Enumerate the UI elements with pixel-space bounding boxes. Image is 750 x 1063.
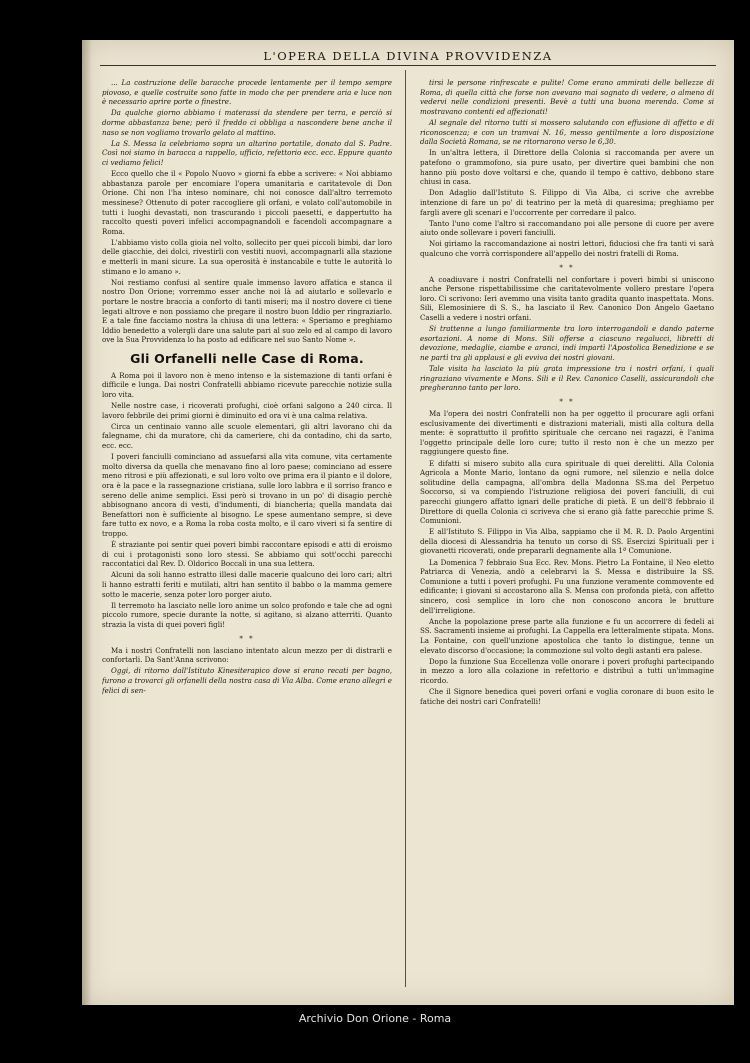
paragraph: Dopo la funzione Sua Eccellenza volle onorare i poveri profughi partecipando in mezzo a loro alla colazione in refettorio e distribuì a tutti un'immagine ricordo. [420,656,714,685]
intro-paragraphs [102,78,392,345]
paragraph: E all'Istituto S. Filippo in Via Alba, sappiamo che il M. R. D. Paolo Argentini della diocesi di Alessandria ha tenuto un corso di SS. Esercizi Spirituali per i giovanetti ricoverati, onde prepararli degnamente alla 1ª Comunione. [420,527,714,556]
paragraph: tirsi le persone rinfrescate e pulite! Come erano ammirati delle bellezze di Roma, di quella città che forse non avevano mai sognato di vedere, o almeno di vedervi nelle condizioni presenti. Bevè a tutti una buona merenda. Come si mostravano contenti ed affezionati! [420,78,714,116]
paragraph: I poveri fanciulli cominciano ad assuefarsi alla vita comune, vita certamente molto diversa da quella che menavano fino al loro paese; cominciano ad essere meno ritrosi e più affezionati, e sul loro volto ove prima era il pianto e il dolore, ora è la pace e la rassegnazione cristiana, sulle loro labbra e il sorriso franco e sereno delle anime semplici. Essi però si trovano in un po' di disagio perchè abbisognano ancora di vesti, d'indumenti, di biancheria; quella mandata dai Benefattori non è sufficiente al bisogno. Le spese aumentano sempre, si deve fare tutto ex novo, e a Roma la roba costa molto, e il caro viveri si fa sentire di troppo. [102,452,392,538]
paragraph: Tale visita ha lasciato la più grata impressione tra i nostri orfani, i quali ringraziano vivamente e Mons. Sili e il Rev. Canonico Caselli, assicurandoli che pregheranno tanto per loro. [420,364,714,393]
paragraph: Anche la popolazione prese parte alla funzione e fu un accorrere di fedeli ai SS. Sacramenti insieme ai profughi. La Cappella era letteralmente stipata. Mons. La Fontaine, con quell'unzione apostolica che tanto lo distingue, tenne un elevato discorso d'occasione; la commozione sul volto degli astanti era palese. [420,616,714,655]
paragraph: Si trattenne a lungo familiarmente tra loro interrogandoli e dando paterne esortazioni. A nome di Mons. Sili offerse a ciascuno regalucci, libretti di devozione, medaglie, ciambe e aranci, indi impartì l'Apostolica Benedizione e se ne partì tra gli applausi e gli evviva dei nostri giovani. [420,324,714,362]
paragraph: L'abbiamo visto colla gioia nel volto, sollecito per quei piccoli bimbi, dar loro delle giacchie, dei dolci, rivestirli con vestiti nuovi, accompagnarli alla stazione e metterli in mani sicure. La sua operosità è instancabile e tutte le autorità lo stimano e lo amano ». [102,237,392,276]
section-title: Gli Orfanelli nelle Case di Roma. [130,351,364,366]
paragraph: È straziante poi sentir quei poveri bimbi raccontare episodi e atti di eroismo di cui i protagonisti sono loro stessi. Se abbiamo qui sott'occhi parecchi raccontatici dal Rev. D. Oldorico Boccali in una sua lettera. [102,540,392,569]
paragraph: Circa un centinaio vanno alle scuole elementari, gli altri lavorano chi da falegname, chi da muratore, chi da cameriere, chi da contadino, chi da sarto, ecc. ecc. [102,421,392,450]
page-header: L'OPERA DELLA DIVINA PROVVIDENZA [100,48,716,66]
archive-caption: Archivio Don Orione - Roma [298,1012,452,1025]
paragraph: Ecco quello che il « Popolo Nuovo » giorni fa ebbe a scrivere: « Noi abbiamo abbastanza parole per encomiare l'opera umanitaria e caritatevole di Don Orione. Chi non l'ha inteso nominare, chi noi conosce dall'altro terremoto messinese? Ottenuto di poter raccogliere gli orfani, e volato coll'automobile in tutti i luoghi devastati, non trascurando i piccoli paesetti, e dappertutto ha raccolto questi poveri infelici accompagnandoli e facendoli accompagnare a Roma. [102,169,392,236]
paragraph: E difatti si misero subito alla cura spirituale di quei derelitti. Alla Colonia Agricola a Monte Mario, lontano da ogni rumore, nel silenzio e nella dolce solitudine della campagna, all'ombra della Madonna SS.ma del Perpetuo Soccorso, si va compiendo l'istruzione religiosa dei poveri fanciulli, di cui parecchi giungero affatto ignari delle pratiche di pietà. E un dell'8 febbraio il Direttore di quella Colonia ci scriveva che si erano già fatte parecchie prime S. Comunioni. [420,458,714,526]
paragraph: ... La costruzione delle baracche procede lentamente per il tempo sempre piovoso, e quelle costruite sono fatte in modo che per prendere aria e luce non è necessario aprire porte o finestre. [102,78,392,107]
column-divider [405,70,406,987]
paragraph: Da qualche giorno abbiamo i materassi da stendere per terra, e perciò si dorme abbastanza bene; però il freddo ci obbliga a nascondere bene anche il naso se non vogliamo trovarlo gelato al mattino. [102,108,392,137]
newspaper-page [82,40,734,1005]
paragraph: Al segnale del ritorno tutti si mossero salutando con effusione di affetto e di riconoscenza; e con un tramvai N. 16, messo gentilmente a loro disposizione dalla Società Romana, se ne ritornarono verso le 6,30. [420,117,714,147]
paragraph: Noi restiamo confusi al sentire quale immenso lavoro affatica e stanca il nostro Don Orione; vorremmo esser anche noi là ad aiutarlo e sollevarlo e portare le nostre braccia a conforto di tanti miseri; ma il nostro dovere ci tiene legati altrove e non possiamo che pregare il nostro buon Iddio per ringraziarlo. E a tale fine facciamo nostra la chiusa di una lettera: « Speriamo e preghiamo Iddio benedetto a volergli dare una salute pari al suo zelo ed al campo di lavoro ove la Sua Provvidenza lo ha posto ad edificare nel suo Santo Nome ». [102,277,392,345]
paragraph: Tanto l'uno come l'altro si raccomandano poi alle persone di cuore per avere aiuto onde sollevare i poveri fanciulli. [420,218,714,238]
paragraph: Che il Signore benedica quei poveri orfani e voglia coronare di buon esito le fatiche dei nostri cari Confratelli! [420,687,714,706]
paragraph: A Roma poi il lavoro non è meno intenso e la sistemazione di tanti orfani è difficile e lunga. Dai nostri Confratelli abbiamo ricevute parecchie notizie sulla loro vita. [102,370,392,399]
right-paragraphs-3 [420,409,714,706]
paragraph: Ma l'opera dei nostri Confratelli non ha per oggetto il procurare agli orfani esclusivamente dei divertimenti e distrazioni materiali, misti alla coltura della mente: è soprattutto il profitto spirituale che cercano nei ragazzi, è l'anima l'oggetto principale delle loro cure; tutto il resto non è che un mezzo per raggiungere questo fine. [420,408,714,457]
paragraph: Ma i nostri Confratelli non lasciano intentato alcun mezzo per di distrarli e confortarli. Da Sant'Anna scrivono: [102,645,392,665]
page-fold-shadow [82,40,92,1005]
right-paragraphs-1 [420,78,714,259]
section-separator: * * [559,397,575,406]
section-paragraphs [102,371,392,630]
paragraph: A coadiuvare i nostri Confratelli nel confortare i poveri bimbi si uniscono anche Persone rispettabilissime che caritatevolmente vollero prestare l'opera loro. Ci scrivono: Ieri avemmo una visita tanto gradita quanto inaspettata. Mons. Sili, Elemosiniere di S. S., ha lasciato il Rev. Canonico Don Angelo Gaetano Caselli a vedere i nostri orfani. [420,274,714,323]
paragraph: Il terremoto ha lasciato nelle loro anime un solco profondo e tale che ad ogni piccolo rumore, specie durante la notte, si agitano, si alzano atterriti. Quanto strazia la vista di quei poveri figli! [102,600,392,629]
paragraph: Oggi, di ritorno dall'Istituto Kinesiterapico dove si erano recati per bagno, furono a trovarci gli orfanelli della nostra casa di Via Alba. Come erano allegri e felici di sen- [102,666,392,695]
left-column [102,78,392,983]
section-separator: * * [559,263,575,272]
paragraph: Don Adaglio dall'Istituto S. Filippo di Via Alba, ci scrive che avrebbe intenzione di fare un po' di teatrino per la metà di quaresima; preghiamo per fargli avere gli scenari e l'occorrente per corredare il palco. [420,188,714,217]
paragraph: Alcuni da soli hanno estratto illesi dalle macerie qualcuno dei loro cari; altri li hanno estratti feriti e mutilati, altri han sentito il babbo o la mamma gemere sotto le macerie, senza poter loro porger aiuto. [102,570,392,599]
closing-paragraphs [102,646,392,696]
section-separator: * * [239,634,255,643]
paragraph: Noi giriamo la raccomandazione ai nostri lettori, fiduciosi che fra tanti vi sarà qualcuno che vorrà corrispondere all'appello dei nostri fratelli di Roma. [420,239,714,259]
paragraph: La S. Messa la celebriamo sopra un altarino portatile, donato dal S. Padre. Così noi siamo in baracca a rappello, ufficio, refettorio ecc. ecc. Eppure quanto ci vediamo felici! [102,138,392,167]
paragraph: La Domenica 7 febbraio Sua Ecc. Rev. Mons. Pietro La Fontaine, il Neo eletto Patriarca di Venezia, andò a celebrarvi la S. Messa e distribuire la SS. Comunione a tutti i poveri profughi. Fu una funzione veramente commovente ed edificante; i giovani si accostarono alla S. Mensa con profonda pietà, con affetto sincero, così semplice in loro che non conoscono ancora le brutture dell'irreligione. [420,557,714,615]
paragraph: Nelle nostre case, i ricoverati profughi, cioè orfani salgono a 240 circa. Il lavoro febbrile dei primi giorni è diminuito ed ora vi è una calma relativa. [102,400,392,420]
right-paragraphs-2 [420,275,714,393]
right-column [420,78,714,983]
paragraph: In un'altra lettera, il Direttore della Colonia si raccomanda per avere un patefono o grammofono, sia pure usato, per divertire quei bambini che non hanno più posto dove voltarsi e che, quando il tempo è cattivo, debbono stare chiusi in casa. [420,148,714,187]
